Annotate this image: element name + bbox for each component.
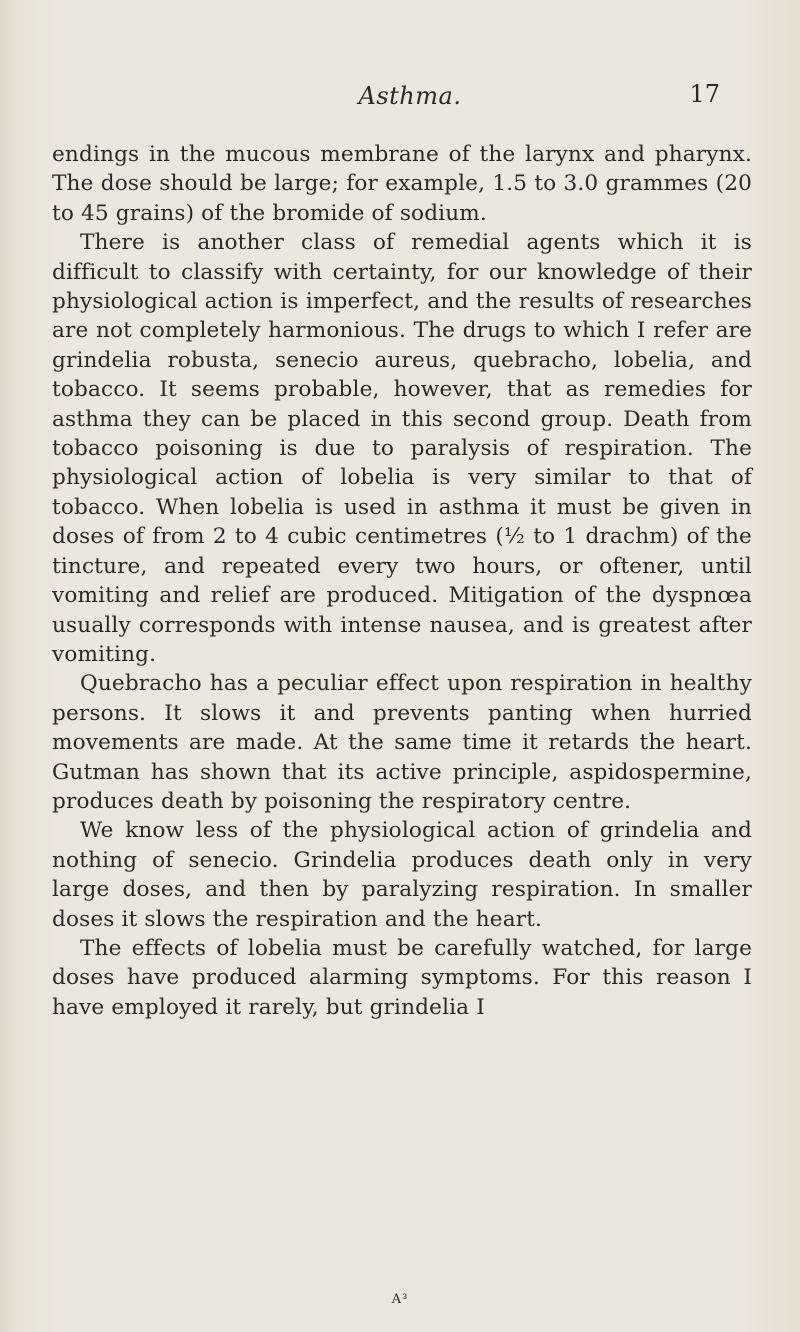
signature-mark: A³ [391, 1292, 409, 1307]
body-text [52, 140, 752, 1022]
paragraph-remedial-agents: There is another class of remedial agents which it is difficult to classify with certainty, for our knowledge of their physiological action is imperfect, and the results of researches are not completely harmonious. The drugs to which I refer are grindelia robusta, senecio aureus, quebracho, lobelia, and tobacco. It seems probable, however, that as remedies for asthma they can be placed in this second group. Death from tobacco poisoning is due to paralysis of respiration. The physiological action of lobelia is very similar to that of tobacco. When lobelia is used in asthma it must be given in doses of from 2 to 4 cubic centimetres (½ to 1 drachm) of the tincture, and repeated every two hours, or oftener, until vomiting and relief are produced. Mitigation of the dyspnœa usually corresponds with intense nausea, and is greatest after vomiting. [52, 230, 752, 667]
page-number: 17 [689, 80, 720, 108]
paragraph-quebracho: Quebracho has a peculiar effect upon respiration in healthy persons. It slows it and prevents panting when hurried movements are made. At the same time it retards the heart. Gutman has shown that its active principle, aspidospermine, produces death by poisoning the respiratory centre. [52, 671, 752, 814]
running-head [90, 78, 730, 118]
running-title: Asthma. [358, 82, 462, 110]
paragraph-lobelia-effects: The effects of lobelia must be carefully watched, for large doses have produced alarming symptoms. For this reason I have employed it rarely, but grindelia I [52, 935, 752, 1020]
paragraph-grindelia: We know less of the physiological action of grindelia and nothing of senecio. Grindelia produces death only in very large doses, and then by paralyzing respiration. In smaller doses it slows the respiration and the heart. [52, 818, 752, 932]
paragraph-continuation: endings in the mucous membrane of the larynx and pharynx. The dose should be large; for example, 1.5 to 3.0 grammes (20 to 45 grains) of the bromide of sodium. [52, 142, 752, 226]
